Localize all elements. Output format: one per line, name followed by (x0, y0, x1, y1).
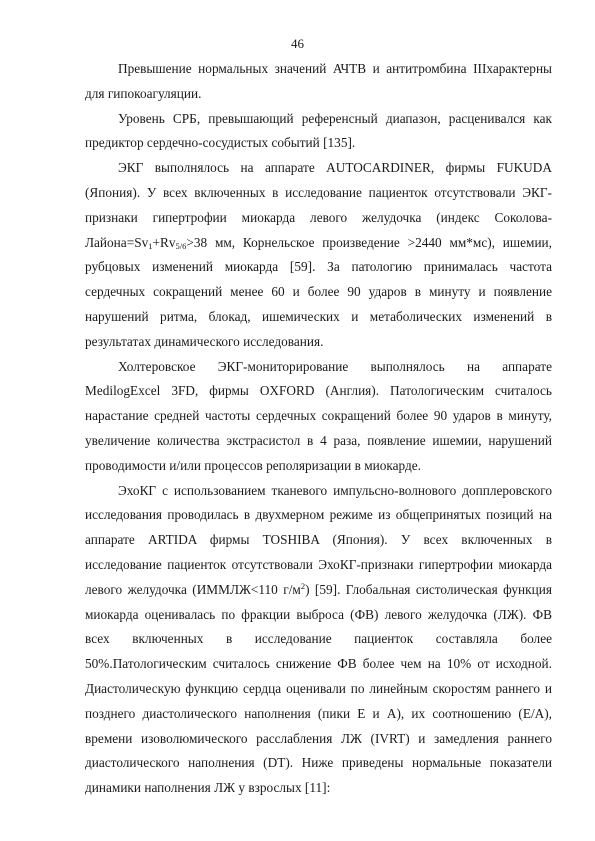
superscript-2: 2 (300, 580, 306, 591)
ecg-text-part-2: +Rv (152, 234, 176, 250)
echocg-text-part-1: ЭхоКГ с использованием тканевого импульсно-волнового допплеровского исследования проводилась в двухмерном режиме из общепринятых позиций на аппарате ARTIDA фирмы TOSHIBA (Япония). У всех включенных в исследование пациенток отсутствовали ЭхоКГ-признаки гипертрофии миокарда левого желудочка (ИММЛЖ<110 г/м (85, 482, 552, 597)
ecg-text-part-3: >38 мм, Корнельское произведение >2440 мм*мс), ишемии, рубцовых изменений миокарда [59]. За патологию принималась частота сердечных сокращений менее 60 и более 90 ударов в минуту и появление нарушений ритма, блокад, ишемических и метаболических изменений в результатах динамического исследования. (85, 234, 552, 349)
paragraph-echocg (85, 479, 552, 801)
paragraph-ecg (85, 156, 552, 354)
document-body (85, 57, 552, 801)
echocg-text-part-2: ) [59]. Глобальная систолическая функция миокарда оценивалась по фракции выброса (ФВ) левого желудочка (ЛЖ). ФВ всех включенных в исследование пациенток составляла более 50%.Патологическим считалось снижение ФВ более чем на 10% от исходной. Диастолическую функцию сердца оценивали по линейным скоростям раннего и позднего диастолического наполнения (пики Е и А), их соотношению (Е/А), времени изоволюмического расслабления ЛЖ (IVRT) и замедления раннего диастолического наполнения (DT). Ниже приведены нормальные показатели динамики наполнения ЛЖ у взрослых [11]: (85, 581, 552, 796)
paragraph-crp: Уровень СРБ, превышающий референсный диапазон, расценивался как предиктор сердечно-сосудистых событий [135]. (85, 110, 552, 151)
page-number: 46 (291, 36, 304, 51)
ecg-text-part-1: ЭКГ выполнялось на аппарате AUTOCARDINER, фирмы FUKUDA (Япония). У всех включенных в исследование пациенток отсутствовали ЭКГ-признаки гипертрофии миокарда левого желудочка (индекс Соколова-Лайона=Sv (85, 160, 552, 250)
subscript-1: 1 (148, 240, 153, 251)
subscript-5-6: 5/6 (175, 240, 187, 251)
paragraph-aptt-antithrombin: Превышение нормальных значений АЧТВ и антитромбина IIIхарактерны для гипокоагуляции. (85, 61, 552, 101)
paragraph-holter: Холтеровское ЭКГ-мониторирование выполнялось на аппарате MedilogExcel 3FD, фирмы OXFORD (Англия). Патологическим считалось нарастание средней частоты сердечных сокращений более 90 ударов в минуту, увеличение количества экстрасистол в 4 раза, появление ишемии, нарушений проводимости и/или процессов реполяризации в миокарде. (85, 358, 552, 473)
